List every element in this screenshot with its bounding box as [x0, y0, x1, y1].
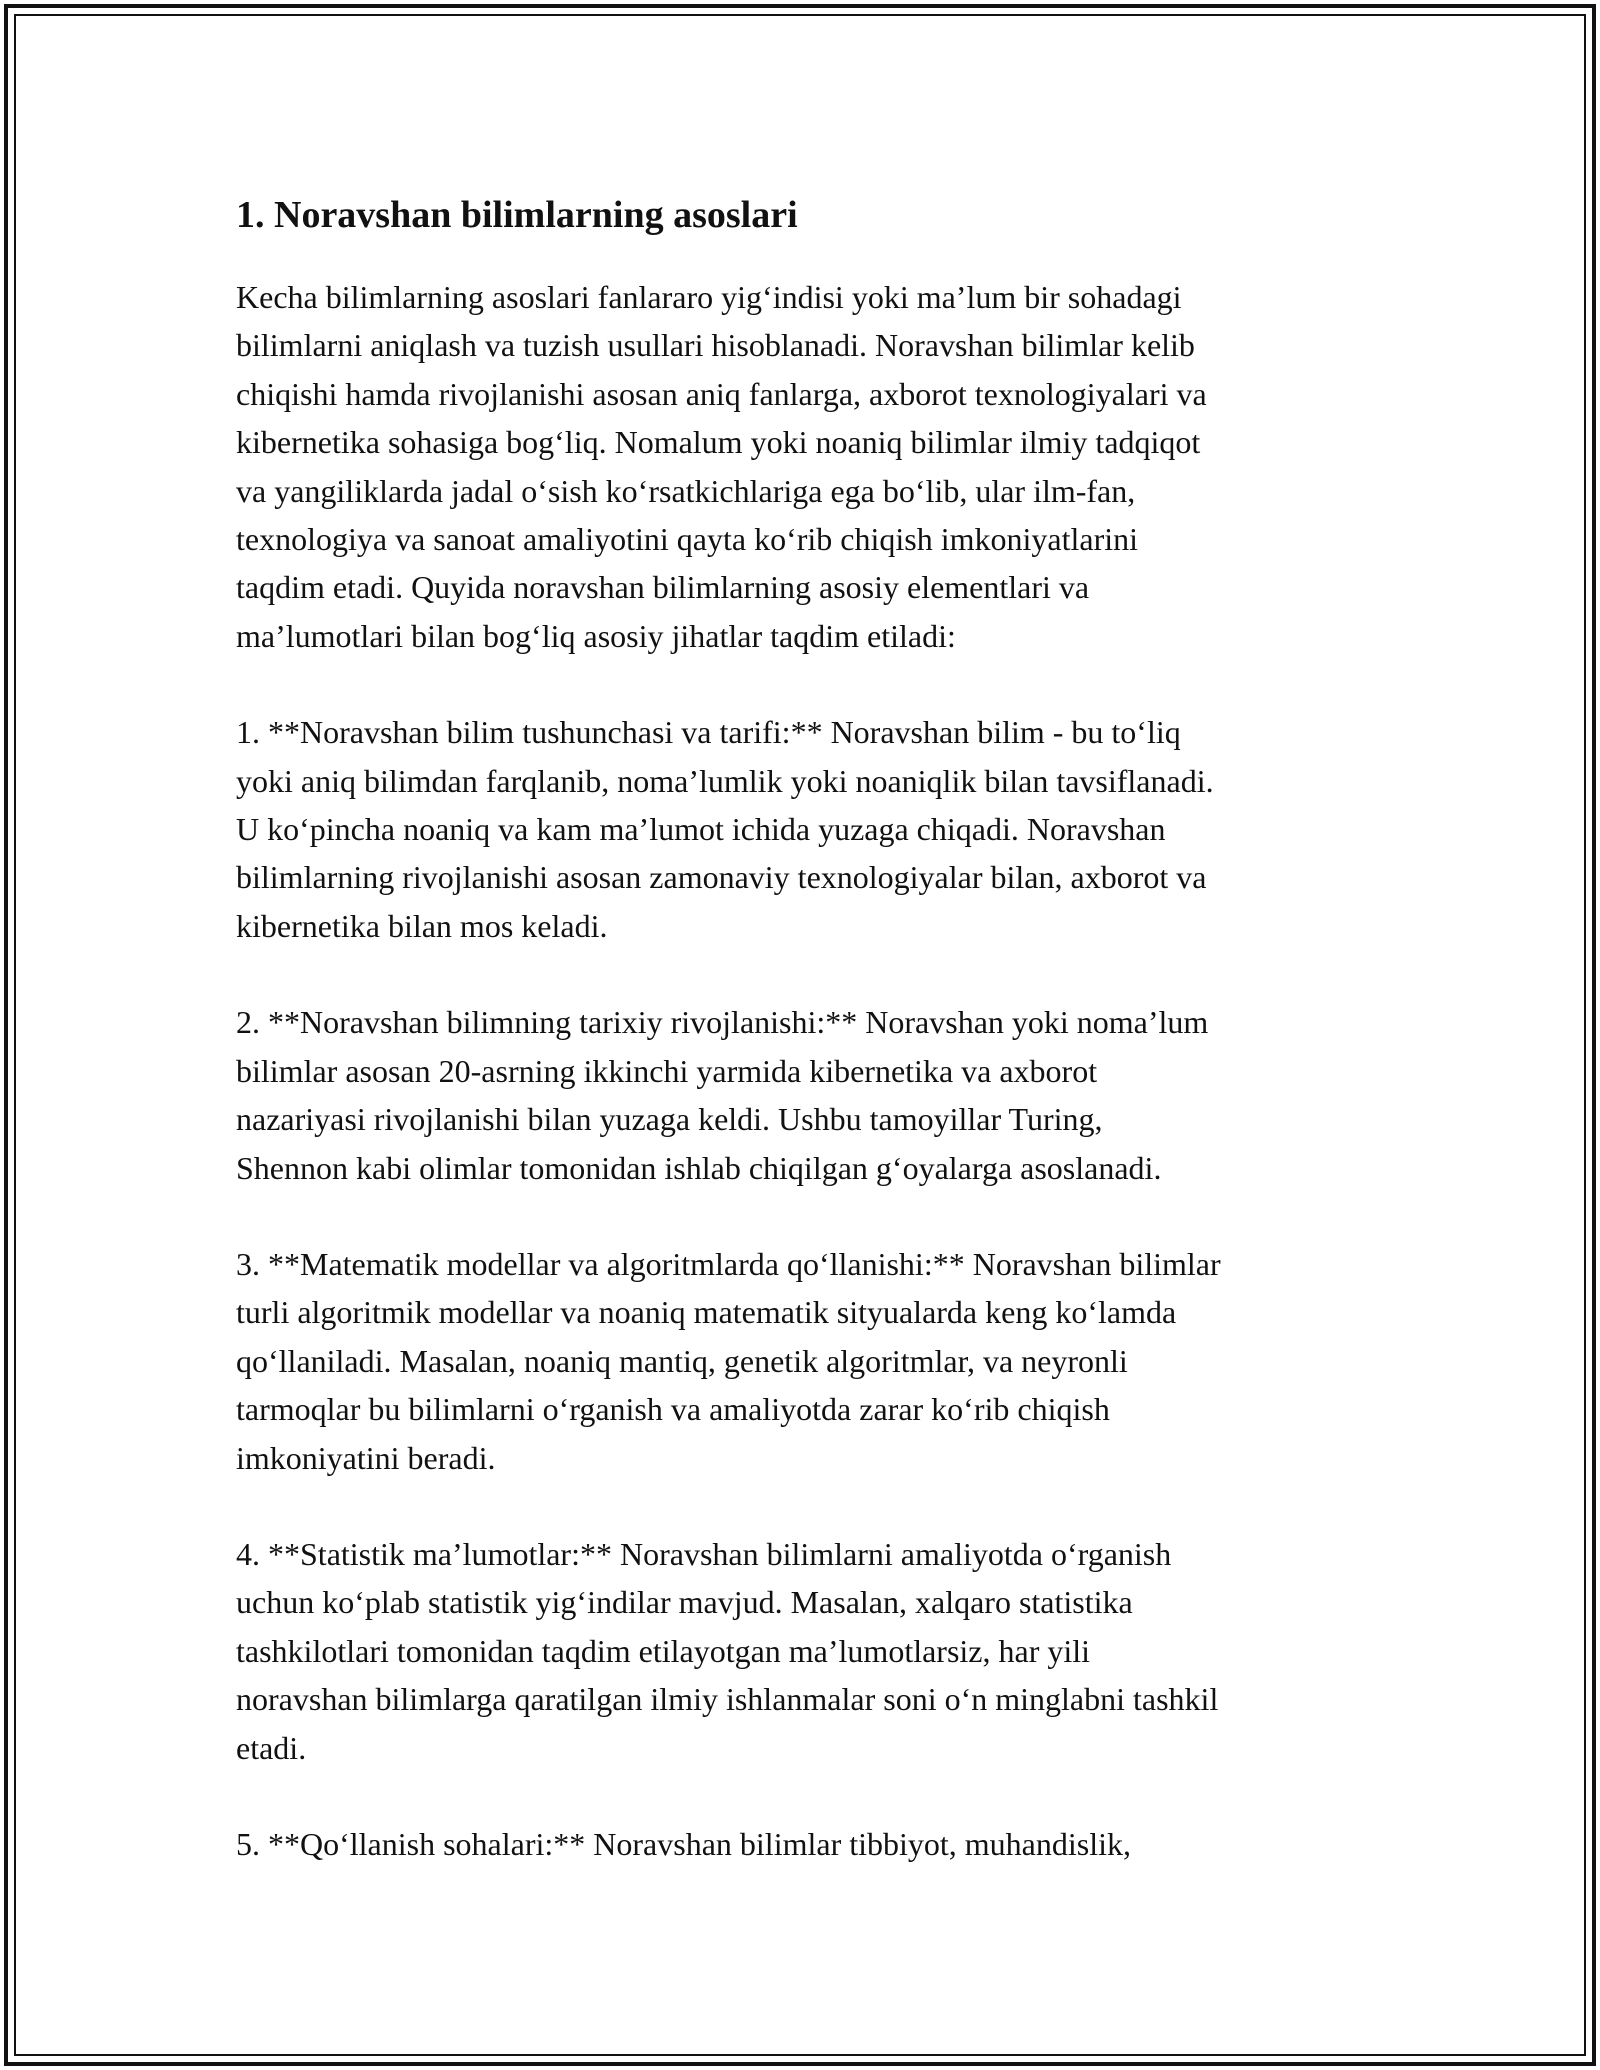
section-heading: 1. Noravshan bilimlarning asoslari — [236, 194, 798, 236]
list-item-5-paragraph: 5. **Qo‘llanish sohalari:** Noravshan bilimlar tibbiyot, muhandislik, — [236, 1825, 1131, 1862]
list-item-1-paragraph: 1. **Noravshan bilim tushunchasi va tarifi:** Noravshan bilim - bu to‘liq yoki aniq bilimdan farqlanib, noma’lumlik yoki noaniqlik bilan tavsiflanadi. U ko‘pincha noaniq va kam ma’lumot ichida yuzaga chiqadi. Noravshan bilimlarning rivojlanishi asosan zamonaviy texnologiyalar bilan, axborot va kibernetika bilan mos keladi. — [236, 714, 1214, 944]
intro-paragraph: Kecha bilimlarning asoslari fanlararo yig‘indisi yoki ma’lum bir sohadagi bilimlarni aniqlash va tuzish usullari hisoblanadi. Noravshan bilimlar kelib chiqishi hamda rivojlanishi asosan aniq fanlarga, axborot texnologiyalari va kibernetika sohasiga bog‘liq. Nomalum yoki noaniq bilimlar ilmiy tadqiqot va yangiliklarda jadal o‘sish ko‘rsatkichlariga ega bo‘lib, ular ilm-fan, texnologiya va sanoat amaliyotini qayta ko‘rib chiqish imkoniyatlarini taqdim etadi. Quyida noravshan bilimlarning asosiy elementlari va ma’lumotlari bilan bog‘liq asosiy jihatlar taqdim etiladi: — [236, 279, 1207, 654]
document-body — [236, 183, 1366, 1868]
list-item-2-paragraph: 2. **Noravshan bilimning tarixiy rivojlanishi:** Noravshan yoki noma’lum bilimlar asosan 20-asrning ikkinchi yarmida kibernetika va axborot nazariyasi rivojlanishi bilan yuzaga keldi. Ushbu tamoyillar Turing, Shennon kabi olimlar tomonidan ishlab chiqilgan g‘oyalarga asoslanadi. — [236, 1004, 1209, 1186]
list-item-3-paragraph: 3. **Matematik modellar va algoritmlarda qo‘llanishi:** Noravshan bilimlar turli algoritmik modellar va noaniq matematik sityualarda keng ko‘lamda qo‘llaniladi. Masalan, noaniq mantiq, genetik algoritmlar, va neyronli tarmoqlar bu bilimlarni o‘rganish va amaliyotda zarar ko‘rib chiqish imkoniyatini beradi. — [236, 1245, 1221, 1476]
list-item-4-paragraph: 4. **Statistik ma’lumotlar:** Noravshan bilimlarni amaliyotda o‘rganish uchun ko‘plab statistik yig‘indilar mavjud. Masalan, xalqaro statistika tashkilotlari tomonidan taqdim etilayotgan ma’lumotlarsiz, har yili noravshan bilimlarga qaratilgan ilmiy ishlanmalar soni o‘n minglabni tashkil etadi. — [236, 1535, 1219, 1766]
